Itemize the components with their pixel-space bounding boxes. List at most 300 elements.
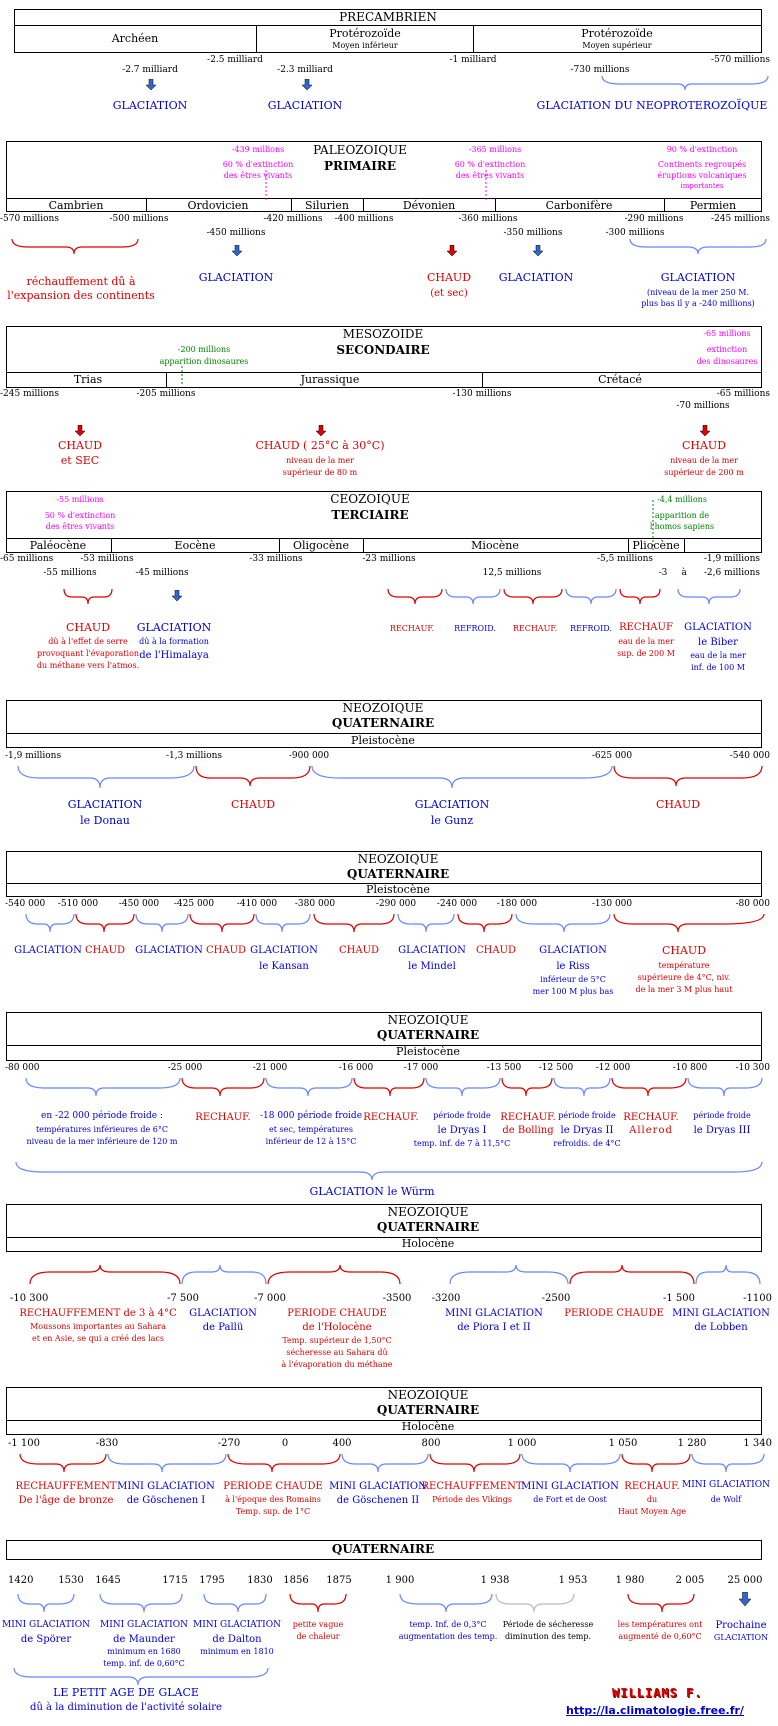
tick: -5,5 millions (596, 554, 654, 564)
tick: -10 800 (672, 1063, 708, 1073)
climate-label: PERIODE CHAUDE (223, 1481, 323, 1492)
tick: 25 000 (727, 1575, 763, 1586)
paleozoique-title: PALEOZOIQUE (313, 143, 407, 157)
climate-label: GLACIATION (135, 945, 203, 956)
primaire-subtitle: PRIMAIRE (324, 159, 396, 173)
neozoique-title: NEOZOIQUE (357, 852, 439, 866)
climate-label: de chaleur (296, 1632, 340, 1641)
climate-label: et SEC (60, 454, 100, 467)
tick: -55 millions (43, 568, 97, 578)
climate-label: de Bolling (502, 1125, 554, 1136)
event-text: des êtres vivants (45, 522, 115, 531)
climate-label: RECHAUFFEMENT (421, 1481, 523, 1492)
tick: -1100 (743, 1293, 772, 1304)
event-text: apparition dinosaures (159, 357, 249, 366)
tick: 1795 (199, 1575, 225, 1586)
climate-label: minimum en 1810 (200, 1647, 274, 1656)
brace-row (0, 1450, 778, 1478)
climate-label: dû à la formation (139, 637, 209, 646)
tick: 12,5 millions (482, 568, 542, 578)
quaternaire-subtitle: QUATERNAIRE (331, 716, 435, 730)
tick: -625 000 (591, 751, 633, 761)
climate-label: RECHAUF. (389, 624, 435, 633)
climate-label: temp. inf. de 0,60°C (103, 1659, 185, 1668)
neozoique-title: NEOZOIQUE (387, 1388, 469, 1402)
tick: 400 (332, 1438, 352, 1449)
period-trias: Trias (73, 373, 103, 386)
event-text: -200 millions (177, 345, 231, 354)
tick: -290 millions (624, 214, 684, 224)
climate-label: supérieure de 4°C, niv. (637, 973, 731, 982)
period-permien: Permien (689, 199, 737, 212)
climate-label: de Dalton (212, 1634, 262, 1645)
tick: -570 millions (0, 214, 59, 224)
quaternaire-subtitle: QUATERNAIRE (376, 1403, 480, 1417)
tick: -540 000 (5, 899, 46, 909)
period-cretace: Crétacé (598, 373, 642, 386)
tick: -80 000 (735, 899, 770, 909)
climate-label: eau de la mer (618, 637, 674, 646)
period-carbonifere: Carbonifère (545, 199, 613, 212)
tick: -10 300 (735, 1063, 770, 1073)
climate-label: (et sec) (430, 288, 468, 299)
tick: 1645 (95, 1575, 121, 1586)
climate-label: RECHAUF. (195, 1112, 251, 1123)
climate-label: CHAUD (655, 798, 701, 811)
climate-label: -18 000 période froide (259, 1111, 363, 1121)
event-text: 60 % d'extinction (454, 160, 526, 169)
glaciation-arrow-icon (533, 245, 543, 256)
precambrien-title: PRECAMBRIEN (339, 10, 437, 24)
dashed-line (181, 366, 183, 386)
tick: 1 050 (608, 1438, 638, 1449)
tick: -3500 (382, 1293, 412, 1304)
neozoique-title: NEOZOIQUE (387, 1013, 469, 1027)
climate-label: augmentation des temp. (398, 1632, 498, 1641)
climate-label: Temp. supérieur de 1,50°C (282, 1336, 392, 1345)
climate-label: de Fort et de Oost (533, 1495, 607, 1504)
climate-label: RECHAUF. (512, 624, 558, 633)
brace-blue (14, 1160, 766, 1184)
climate-label: petite vague (292, 1620, 344, 1629)
glaciation-label: GLACIATION (267, 99, 343, 112)
ceozoique-title: CEOZOIQUE (330, 492, 410, 506)
climate-label: températures inférieures de 6°C (35, 1125, 169, 1134)
glaciation-arrow-icon (172, 590, 182, 601)
event-text: des êtres vivants (223, 171, 293, 180)
tick: -10 300 (10, 1293, 49, 1304)
brace-row (386, 585, 770, 609)
event-text: -55 millions (56, 495, 104, 504)
climate-label: CHAUD (338, 945, 380, 956)
tick: 0 (281, 1438, 289, 1449)
period-miocene: Miocène (471, 539, 519, 552)
climate-label: Prochaine (715, 1620, 767, 1631)
climate-label: GLACIATION (189, 1308, 257, 1319)
secondaire-subtitle: SECONDAIRE (336, 343, 430, 357)
climate-label: RECHAUF. (500, 1112, 556, 1123)
tick: -400 millions (334, 214, 394, 224)
climate-label: et sec, températures (269, 1125, 353, 1134)
tick: -900 000 (288, 751, 330, 761)
tick: 1 340 (743, 1438, 772, 1449)
tick: -300 millions (605, 228, 665, 238)
climate-label: minimum en 1680 (107, 1647, 181, 1656)
period-holocene: Holocène (401, 1420, 455, 1433)
tick: -13 500 (486, 1063, 522, 1073)
event-text: 50 % d'extinction (44, 511, 116, 520)
proterozoide-sup-sub: Moyen supérieur (582, 41, 652, 50)
climate-label: GLACIATION (67, 798, 143, 811)
climate-label: de Pallü (202, 1322, 244, 1333)
tick: -240 000 (436, 899, 478, 909)
climate-label: à l'époque des Romains (225, 1495, 321, 1504)
tick: -23 millions (362, 554, 416, 564)
climate-label: RECHAUF (619, 622, 673, 633)
warm-arrow-icon (447, 245, 457, 256)
tick: -350 millions (503, 228, 563, 238)
tick: -53 millions (80, 554, 134, 564)
climate-label: temp. Inf. de 0,3°C (409, 1620, 487, 1629)
climate-label: REFROID. (570, 624, 612, 633)
tick: 1420 (8, 1575, 34, 1586)
climate-label: période froide (693, 1111, 751, 1120)
tick: -570 millions (711, 55, 770, 65)
brace-row (0, 1074, 778, 1104)
proterozoide-sup-label: Protérozoïde (581, 27, 653, 40)
brace-row (0, 910, 778, 940)
climate-label: les températures ont (617, 1620, 703, 1629)
tick: 1875 (326, 1575, 352, 1586)
climate-label: PERIODE CHAUDE (287, 1308, 387, 1319)
tick: 1830 (247, 1575, 273, 1586)
tick: 1 900 (385, 1575, 415, 1586)
tick: -130 000 (591, 899, 633, 909)
climate-label: temp. inf. de 7 à 11,5°C (413, 1139, 511, 1148)
tick: 2 005 (675, 1575, 705, 1586)
climate-label: supérieur de 200 m (664, 468, 744, 477)
tick: -3200 (431, 1293, 461, 1304)
climate-label: RECHAUFFEMENT de 3 à 4°C (19, 1308, 177, 1319)
period-holocene: Holocène (401, 1237, 455, 1250)
period-pleistocene: Pleistocène (366, 883, 430, 896)
tick: -360 millions (458, 214, 518, 224)
climate-label: de l'Himalaya (139, 650, 209, 661)
tick: -65 millions (0, 554, 54, 564)
tick: -33 millions (249, 554, 303, 564)
climate-label: en -22 000 période froide : (41, 1111, 163, 1121)
climate-label: augmenté de 0,60°C (618, 1632, 702, 1641)
tick: -2.5 milliard (207, 55, 263, 65)
tick: -245 millions (0, 389, 59, 399)
climate-label: RECHAUF. (363, 1112, 419, 1123)
climate-label: (niveau de la mer 250 M. (646, 288, 750, 297)
climate-label: CHAUD ( 25°C à 30°C) (255, 439, 385, 452)
climate-label: le Donau (80, 814, 130, 827)
quaternaire-subtitle: QUATERNAIRE (376, 1220, 480, 1234)
tick: -500 millions (109, 214, 169, 224)
tick: -540 000 (729, 751, 770, 761)
tick: -290 000 (375, 899, 417, 909)
event-text: l'homos sapiens (649, 522, 715, 531)
tick: -1,3 millions (165, 751, 223, 761)
dashed-line (485, 170, 487, 200)
event-text: des dinosaures (696, 357, 758, 366)
brace-blue (12, 1666, 272, 1688)
climate-label: CHAUD (661, 944, 707, 957)
glaciation-arrow-icon (232, 245, 242, 256)
climate-label: MINI GLACIATION (2, 1620, 90, 1630)
tick: -65 millions (716, 389, 770, 399)
glaciation-arrow-icon (146, 79, 156, 90)
quaternaire-subtitle: QUATERNAIRE (346, 867, 450, 881)
event-text: des êtres vivants (455, 171, 525, 180)
climate-label: le Dryas II (560, 1125, 614, 1136)
climate-label: MINI GLACIATION (117, 1481, 215, 1492)
event-text: -4,4 millions (657, 495, 707, 504)
event-text: extinction (706, 345, 748, 354)
period-devonien: Dévonien (402, 199, 456, 212)
climate-label: GLACIATION (684, 622, 752, 633)
climate-label: le Dryas I (437, 1125, 487, 1136)
climate-label: sécheresse au Sahara dû (286, 1348, 388, 1357)
tick: -2.7 milliard (122, 65, 178, 75)
tick: -450 millions (206, 228, 266, 238)
brace-row (0, 762, 778, 794)
tick: 1856 (283, 1575, 309, 1586)
climate-label: de la mer 3 M plus haut (635, 985, 733, 994)
tick: -2500 (541, 1293, 571, 1304)
climate-label: De l'âge de bronze (18, 1495, 114, 1506)
climate-label: de Piora I et II (457, 1322, 531, 1333)
tick: -1 milliard (449, 55, 497, 65)
brace-row (0, 1590, 778, 1618)
tick: -380 000 (294, 899, 336, 909)
tick: -7 000 (253, 1293, 287, 1304)
tick: -2,6 millions (703, 568, 760, 578)
tick: -130 millions (452, 389, 512, 399)
period-cambrien: Cambrien (48, 199, 104, 212)
climate-label: de Lobben (694, 1322, 748, 1333)
period-pleistocene: Pleistocène (396, 1045, 460, 1058)
event-text: apparition de (654, 511, 710, 520)
petit-age-glace-sub: dû à la diminution de l'activité solaire (30, 1702, 222, 1713)
tick: 1 938 (480, 1575, 510, 1586)
event-text: -439 millions (231, 145, 285, 154)
climate-label: GLACIATION (398, 945, 466, 956)
tick: -12 500 (538, 1063, 574, 1073)
event-text: Continents regroupés (657, 160, 747, 169)
climate-label: inférieur de 12 à 15°C (265, 1137, 357, 1146)
tick: 1 000 (507, 1438, 537, 1449)
period-pliocene: Pliocène (632, 539, 680, 552)
tick: -245 millions (711, 214, 770, 224)
climate-label: le Biber (698, 637, 738, 648)
climate-label: le Mindel (408, 961, 456, 972)
climate-label: GLACIATION (414, 798, 490, 811)
tick: à (681, 568, 687, 578)
climate-label: de Spörer (20, 1634, 72, 1645)
archeen-label: Archéen (111, 32, 159, 45)
climate-label: MINI GLACIATION (100, 1620, 188, 1630)
author-signature: WILLIAMS F. (612, 1686, 703, 1700)
climate-label: GLACIATION (250, 945, 318, 956)
climate-label: diminution des temp. (504, 1632, 592, 1641)
climate-label: GLACIATION (136, 621, 212, 634)
event-text: -365 millions (468, 145, 522, 154)
climate-label: de Maunder (113, 1634, 175, 1645)
tick: -45 millions (135, 568, 189, 578)
neozoique-title: NEOZOIQUE (387, 1205, 469, 1219)
tick: 1 280 (677, 1438, 707, 1449)
climate-label: GLACIATION (660, 271, 736, 284)
period-eocene: Eocène (174, 539, 216, 552)
warm-arrow-icon (75, 425, 85, 436)
glaciation-arrow-icon (739, 1592, 751, 1606)
climate-label: CHAUD (681, 439, 727, 452)
tick: -1,9 millions (703, 554, 760, 564)
climate-label: PERIODE CHAUDE (564, 1308, 664, 1319)
tick: -1 100 (8, 1438, 41, 1449)
climate-label: CHAUD (65, 621, 111, 634)
glaciation-arrow-icon (302, 79, 312, 90)
climate-label: l'expansion des continents (7, 289, 155, 302)
tick: -205 millions (136, 389, 196, 399)
period-paleocene: Paléocène (29, 539, 87, 552)
climate-label: MINI GLACIATION (672, 1308, 770, 1319)
climate-label: Haut Moyen Age (617, 1507, 687, 1516)
glaciation-wurm-label: GLACIATION le Würm (309, 1185, 435, 1198)
climate-label: le Gunz (430, 814, 474, 827)
tick: -730 millions (570, 65, 630, 75)
tick: -425 000 (173, 899, 215, 909)
brace-row (0, 1262, 778, 1290)
climate-label: CHAUD (57, 439, 103, 452)
dashed-line (265, 170, 267, 200)
climate-label: GLACIATION (198, 271, 274, 284)
climate-label: Allerod (629, 1125, 673, 1136)
climate-label: niveau de la mer inférieure de 120 m (26, 1137, 178, 1146)
climate-label: de Wolf (710, 1495, 742, 1504)
climate-label: supérieur de 80 m (282, 468, 358, 477)
tick: -830 (95, 1438, 119, 1449)
climate-label: de l'Holocène (302, 1322, 372, 1333)
climate-label: GLACIATION (713, 1633, 769, 1642)
climate-label: du (646, 1495, 658, 1504)
climate-label: Période de sécheresse (502, 1620, 594, 1629)
brace-red (62, 585, 114, 607)
event-text: 90 % d'extinction (666, 145, 738, 154)
tick: -1 500 (662, 1293, 696, 1304)
climate-label: de Göschenen I (126, 1495, 206, 1506)
tick: -12 000 (595, 1063, 631, 1073)
period-silurien: Silurien (304, 199, 350, 212)
site-link[interactable]: http://la.climatologie.free.fr/ (566, 1704, 744, 1717)
tick: -450 000 (118, 899, 160, 909)
warm-arrow-icon (316, 425, 326, 436)
climate-label: réchauffement dû à (26, 275, 136, 288)
warm-arrow-icon (700, 425, 710, 436)
tick: -410 000 (236, 899, 278, 909)
climate-label: CHAUD (205, 945, 247, 956)
climate-label: provoquant l'évaporation (36, 649, 140, 658)
tick: -1,9 millions (5, 751, 62, 761)
event-text: -65 millions (703, 329, 751, 338)
proterozoide-inf-label: Protérozoïde (329, 27, 401, 40)
climate-label: GLACIATION (498, 271, 574, 284)
neozoique-title: NEOZOIQUE (342, 701, 424, 715)
tick: -25 000 (167, 1063, 203, 1073)
tick: -70 millions (676, 401, 730, 411)
tick: -420 millions (263, 214, 323, 224)
quaternaire-title: QUATERNAIRE (331, 1542, 435, 1556)
proterozoide-inf-sub: Moyen inférieur (332, 41, 398, 50)
climate-label: MINI GLACIATION (193, 1620, 281, 1630)
climate-label: RECHAUFFEMENT (15, 1481, 117, 1492)
period-oligocene: Oligocène (293, 539, 349, 552)
climate-label: MINI GLACIATION (329, 1481, 427, 1492)
tick: -270 (217, 1438, 241, 1449)
climate-label: RECHAUF. (623, 1112, 679, 1123)
tick: 1 980 (615, 1575, 645, 1586)
period-ordovicien: Ordovicien (187, 199, 249, 212)
climate-label: eau de la mer (690, 651, 746, 660)
brace-blue (600, 72, 770, 92)
period-pleistocene: Pleistocène (351, 734, 415, 747)
climate-label: niveau de la mer (670, 456, 738, 465)
climate-label: mer 100 M plus bas (532, 987, 614, 996)
climate-label: GLACIATION (14, 945, 82, 956)
tick: -17 000 (403, 1063, 439, 1073)
glaciation-neoproterozoique-label: GLACIATION DU NEOPROTEROZOÏQUE (536, 99, 768, 112)
tick: -80 000 (5, 1063, 40, 1073)
climate-label: à l'évaporation du méthane (281, 1360, 393, 1369)
tick: 1530 (58, 1575, 84, 1586)
climate-label: CHAUD (426, 271, 472, 284)
climate-label: du méthane vers l'atmos. (36, 661, 140, 670)
brace-red (10, 235, 142, 257)
climate-label: période froide (433, 1111, 491, 1120)
climate-label: Moussons importantes au Sahara (30, 1322, 166, 1331)
tick: -7 500 (166, 1293, 200, 1304)
quaternaire-subtitle: QUATERNAIRE (376, 1028, 480, 1042)
event-text: 60 % d'extinction (222, 160, 294, 169)
tick: -21 000 (252, 1063, 288, 1073)
climate-label: inf. de 100 M (691, 663, 745, 672)
tick: -16 000 (338, 1063, 374, 1073)
glaciation-label: GLACIATION (112, 99, 188, 112)
event-text: importantes (680, 182, 724, 190)
brace-blue (628, 235, 770, 257)
climate-label: GLACIATION (539, 945, 607, 956)
tick: 1715 (162, 1575, 188, 1586)
mesozoide-title: MESOZOIDE (342, 327, 424, 341)
period-jurassique: Jurassique (300, 373, 360, 386)
climate-label: le Dryas III (693, 1125, 751, 1136)
climate-label: MINI GLACIATION (682, 1480, 770, 1490)
petit-age-glace-label: LE PETIT AGE DE GLACE (53, 1686, 199, 1699)
terciaire-subtitle: TERCIAIRE (331, 508, 409, 522)
climate-label: REFROID. (454, 624, 496, 633)
event-text: éruptions volcaniques (657, 171, 747, 180)
climate-label: CHAUD (84, 945, 126, 956)
climate-label: de Göschenen II (336, 1495, 420, 1506)
tick: -180 000 (496, 899, 538, 909)
tick: -510 000 (57, 899, 99, 909)
climate-label: CHAUD (475, 945, 517, 956)
tick: -3 (658, 568, 668, 578)
climate-label: niveau de la mer (286, 456, 354, 465)
